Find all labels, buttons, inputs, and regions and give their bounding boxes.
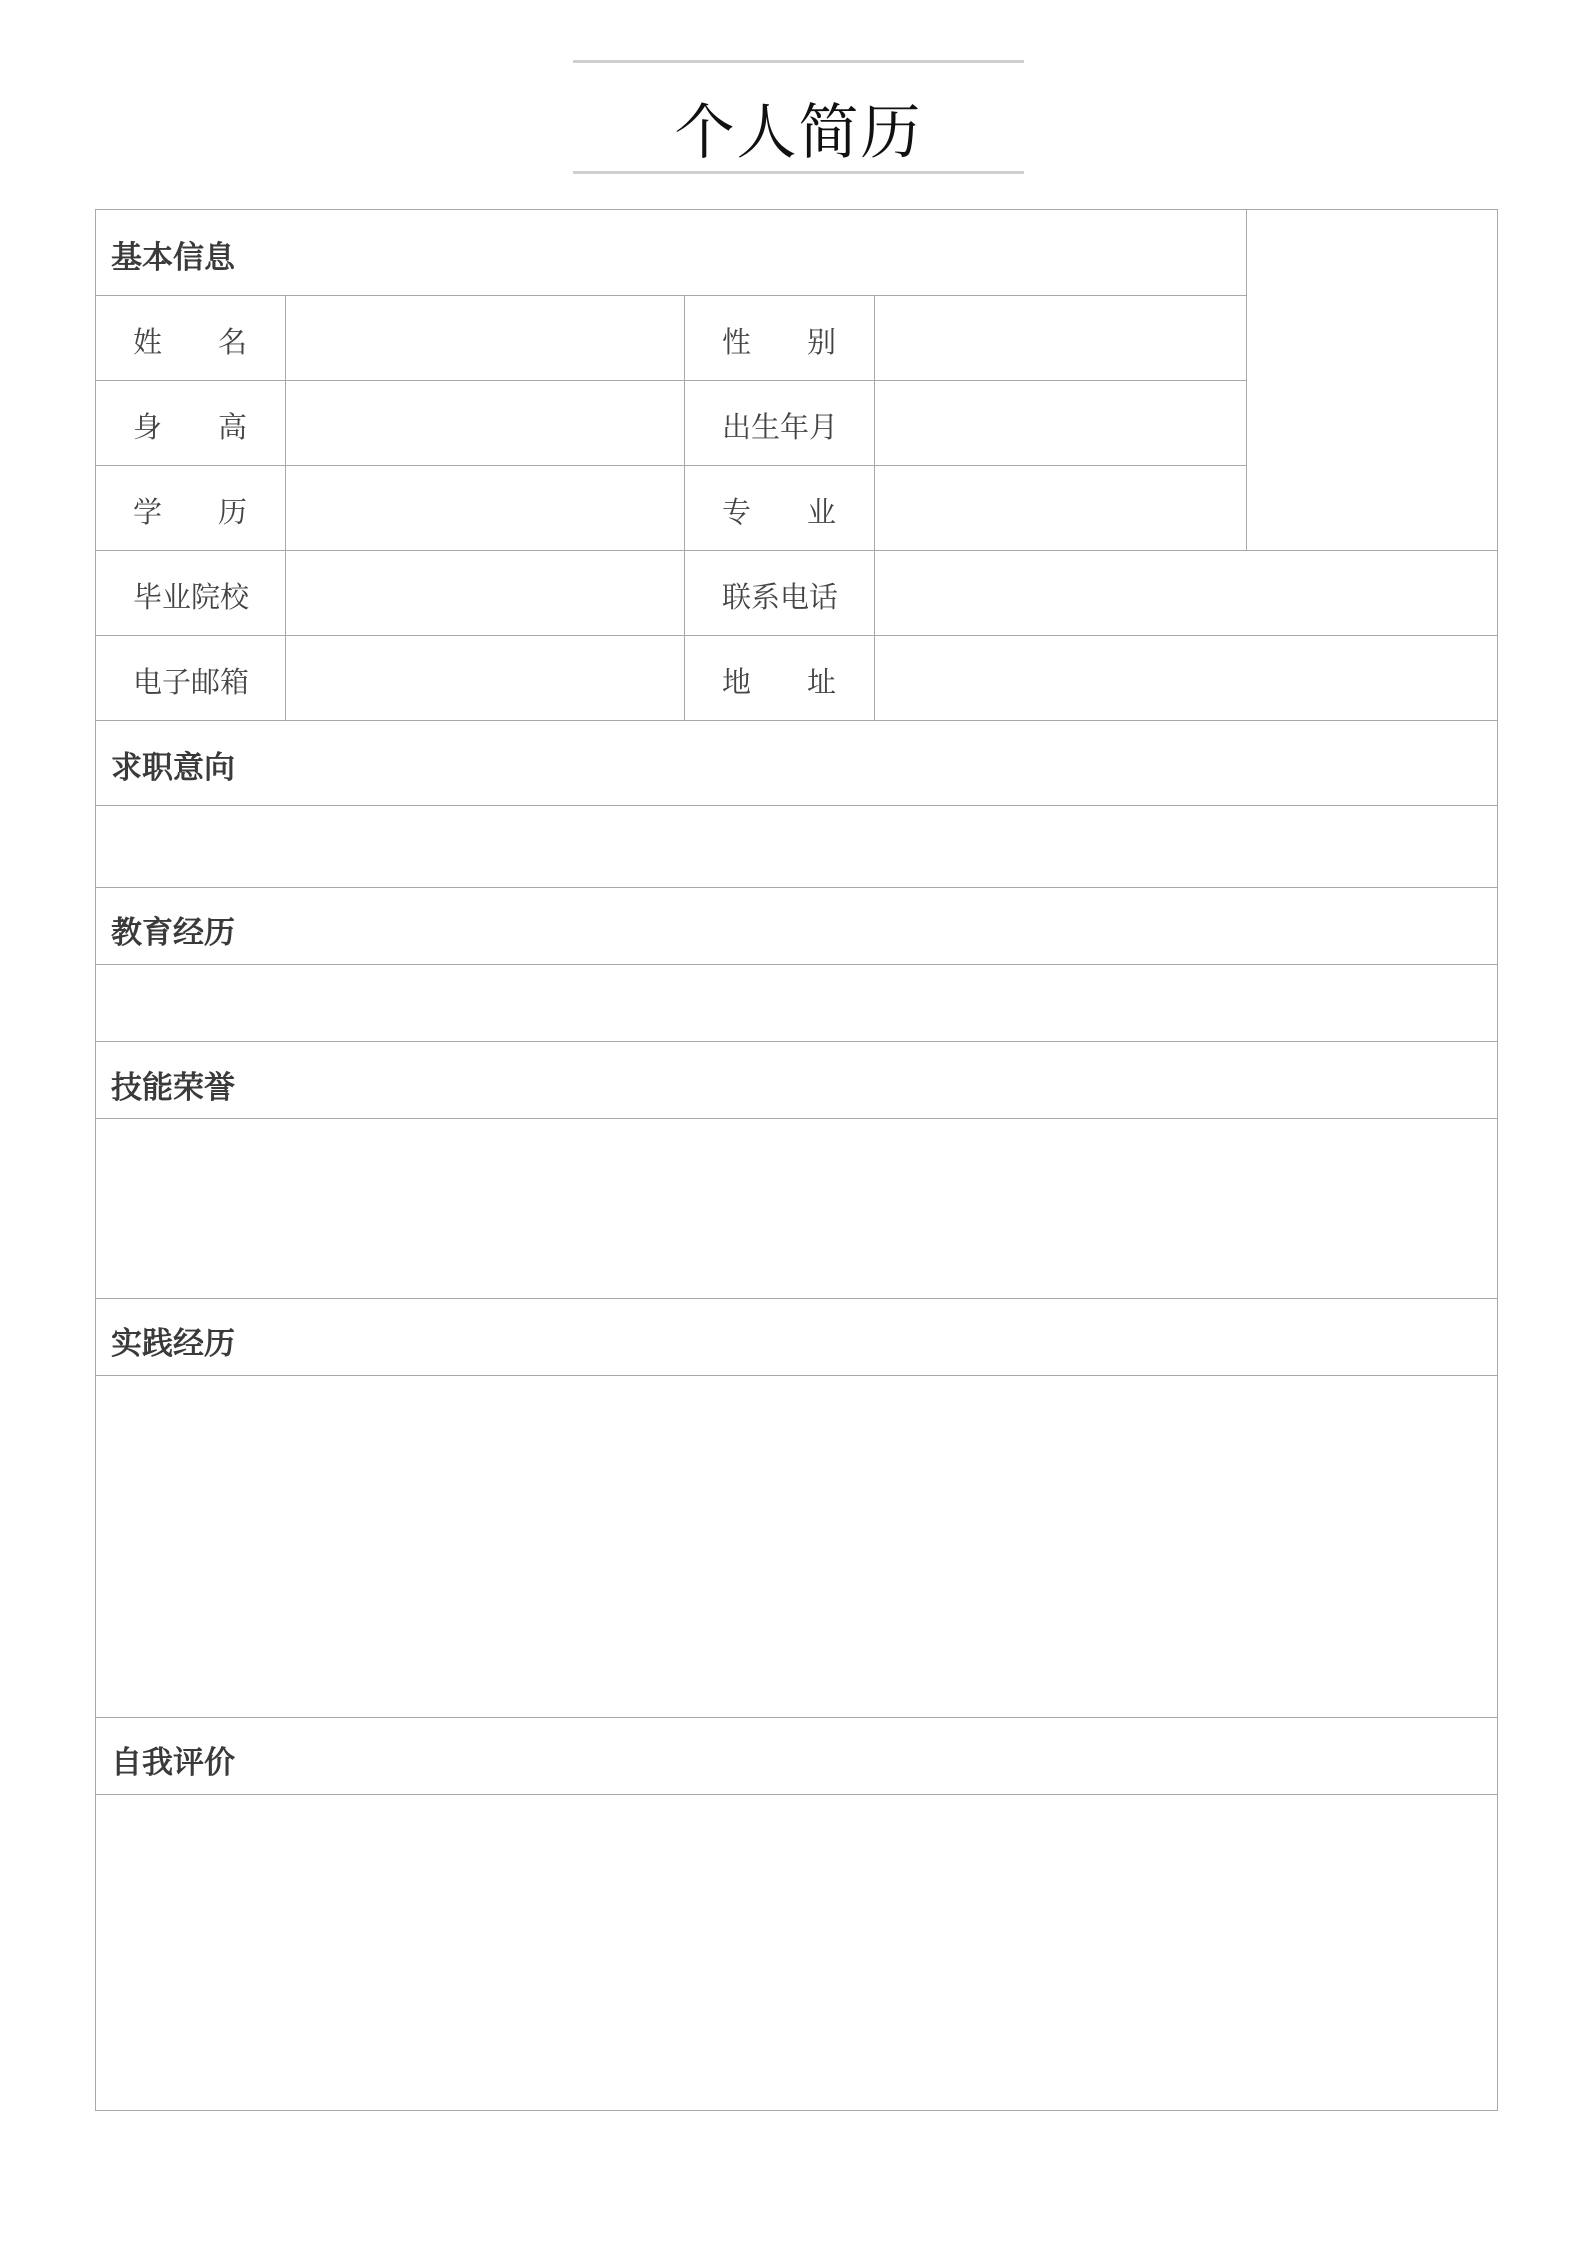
label-email: 电子邮箱 [133,665,250,699]
row-divider [95,1794,1498,1795]
row-divider [95,1298,1498,1299]
row-divider [95,295,1246,296]
row-divider [95,380,1246,381]
row-divider [95,887,1498,888]
section-skills-honors: 技能荣誉 [111,1070,235,1106]
resume-title: 个人简历 [674,98,923,168]
row-divider [95,1118,1498,1119]
label-school: 毕业院校 [133,580,250,614]
row-divider [95,1375,1498,1376]
row-divider [95,805,1498,806]
label-phone: 联系电话 [722,580,839,614]
label-major: 专 业 [722,495,836,529]
section-basic-info: 基本信息 [111,240,235,276]
col-divider [285,295,286,720]
label-height: 身 高 [133,410,247,444]
row-divider [95,635,1498,636]
row-divider [95,964,1498,965]
section-practice: 实践经历 [111,1326,235,1362]
photo-cell-divider [1246,209,1247,550]
row-divider [95,1717,1498,1718]
row-divider [95,550,1498,551]
section-education: 教育经历 [111,915,235,951]
row-divider [95,1041,1498,1042]
label-birth: 出生年月 [722,410,839,444]
section-job-intent: 求职意向 [111,750,235,786]
section-self-evaluation: 自我评价 [111,1745,235,1781]
row-divider [95,465,1246,466]
col-divider [684,295,685,720]
label-name: 姓 名 [133,325,247,359]
title-frame [573,60,1024,174]
label-gender: 性 别 [722,325,836,359]
label-degree: 学 历 [133,495,247,529]
label-address: 地 址 [722,665,836,699]
row-divider [95,720,1498,721]
col-divider [874,295,875,720]
